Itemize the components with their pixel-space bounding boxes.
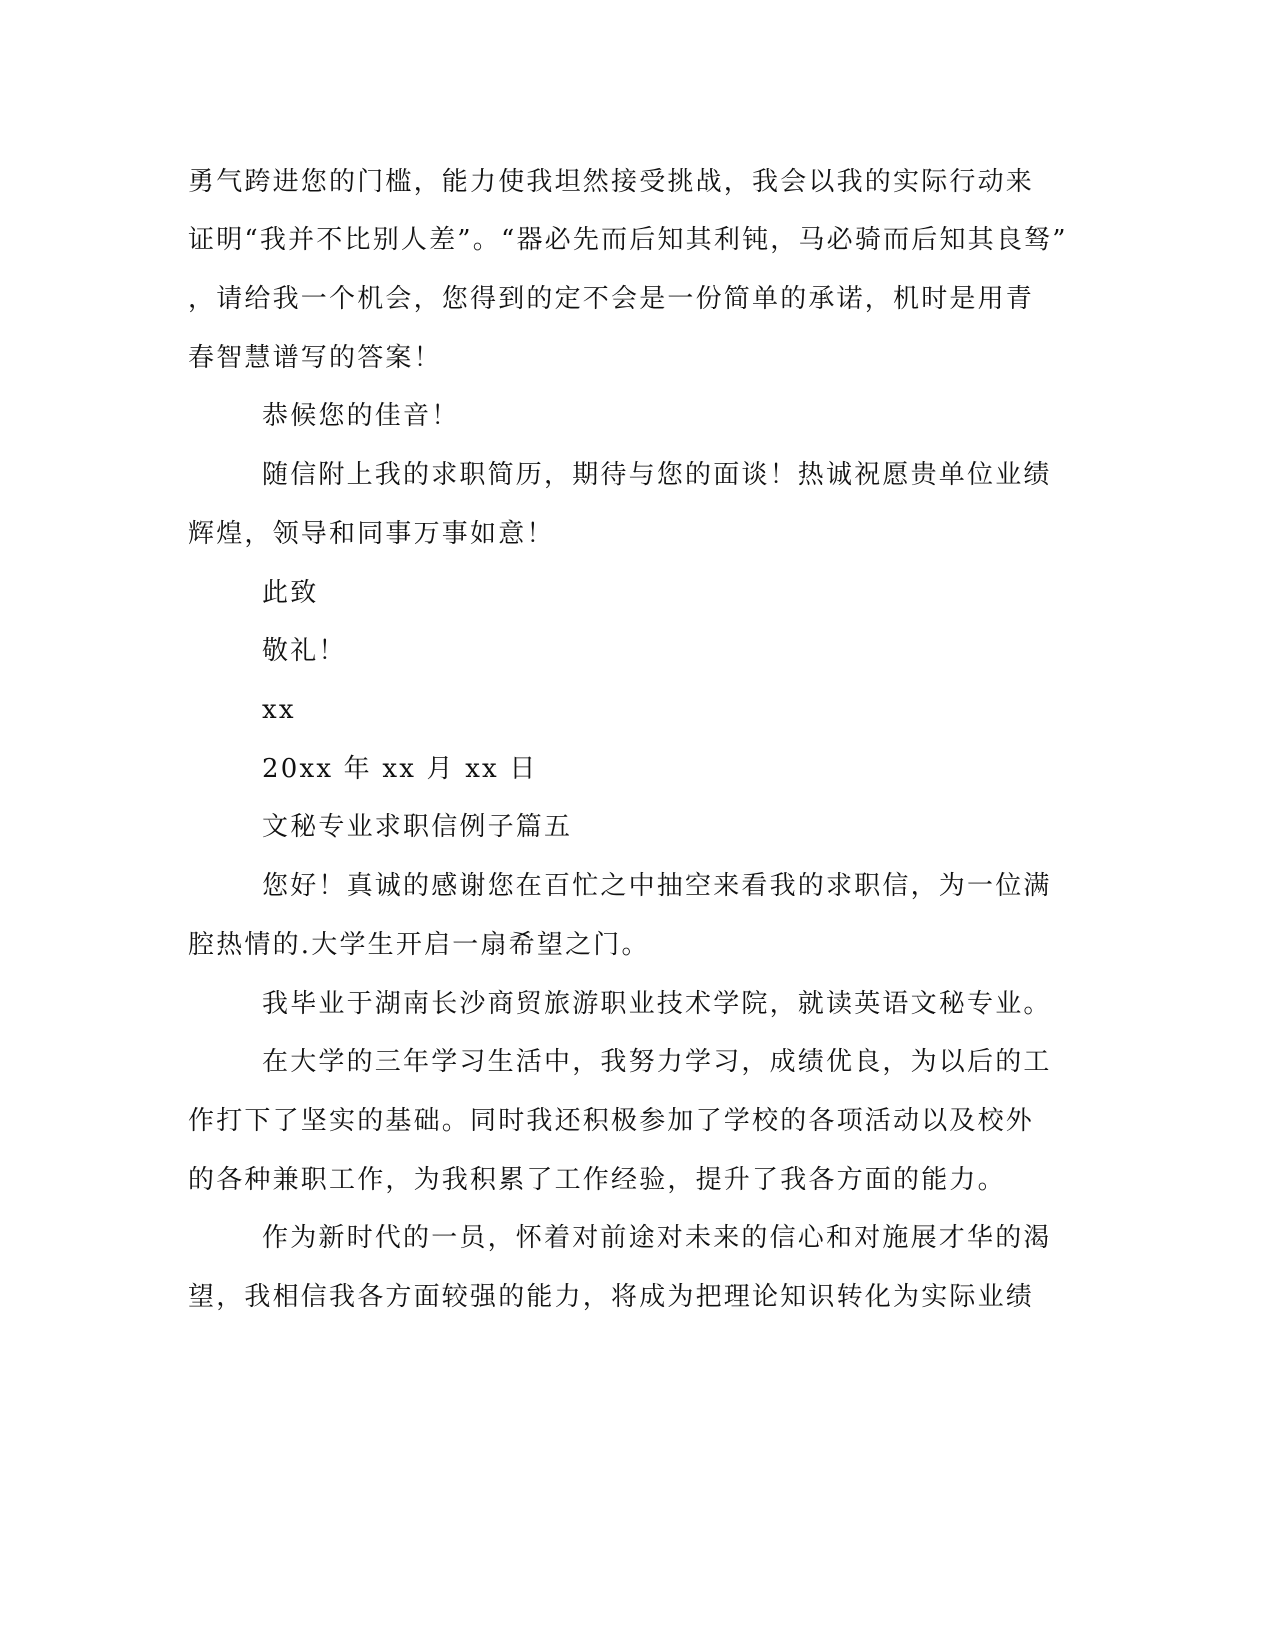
closing-wish-line: 恭候您的佳音！ <box>262 401 460 431</box>
paragraph-line: 春智慧谱写的答案！ <box>188 343 442 373</box>
paragraph-line: 辉煌，领导和同事万事如意！ <box>188 519 555 549</box>
paragraph-line: ，请给我一个机会，您得到的定不会是一份简单的承诺，机时是用青 <box>188 284 1035 314</box>
paragraph-line: 的各种兼职工作，为我积累了工作经验，提升了我各方面的能力。 <box>188 1165 1006 1195</box>
paragraph-line: 望，我相信我各方面较强的能力，将成为把理论知识转化为实际业绩 <box>188 1282 1035 1312</box>
paragraph-line: 随信附上我的求职简历，期待与您的面谈！热诚祝愿贵单位业绩 <box>262 460 1052 490</box>
paragraph-line: 勇气跨进您的门槛，能力使我坦然接受挑战，我会以我的实际行动来 <box>188 167 1035 197</box>
paragraph-line: 作为新时代的一员，怀着对前途对未来的信心和对施展才华的渴 <box>262 1223 1052 1253</box>
paragraph-line: 腔热情的.大学生开启一扇希望之门。 <box>188 930 650 960</box>
salutation-line: 此致 <box>262 578 319 608</box>
paragraph-line: 我毕业于湖南长沙商贸旅游职业技术学院，就读英语文秘专业。 <box>262 989 1052 1019</box>
paragraph-line: 在大学的三年学习生活中，我努力学习，成绩优良，为以后的工 <box>262 1047 1052 1077</box>
signature-date: 20xx 年 xx 月 xx 日 <box>262 754 538 784</box>
signature-name: xx <box>262 695 296 725</box>
section-heading: 文秘专业求职信例子篇五 <box>262 812 573 842</box>
paragraph-line: 作打下了坚实的基础。同时我还积极参加了学校的各项活动以及校外 <box>188 1106 1035 1136</box>
salutation-line: 敬礼！ <box>262 636 347 666</box>
paragraph-line: 您好！真诚的感谢您在百忙之中抽空来看我的求职信，为一位满 <box>262 871 1052 901</box>
paragraph-line: 证明“我并不比别人差”。“器必先而后知其利钝，马必骑而后知其良驽” <box>188 225 1068 255</box>
